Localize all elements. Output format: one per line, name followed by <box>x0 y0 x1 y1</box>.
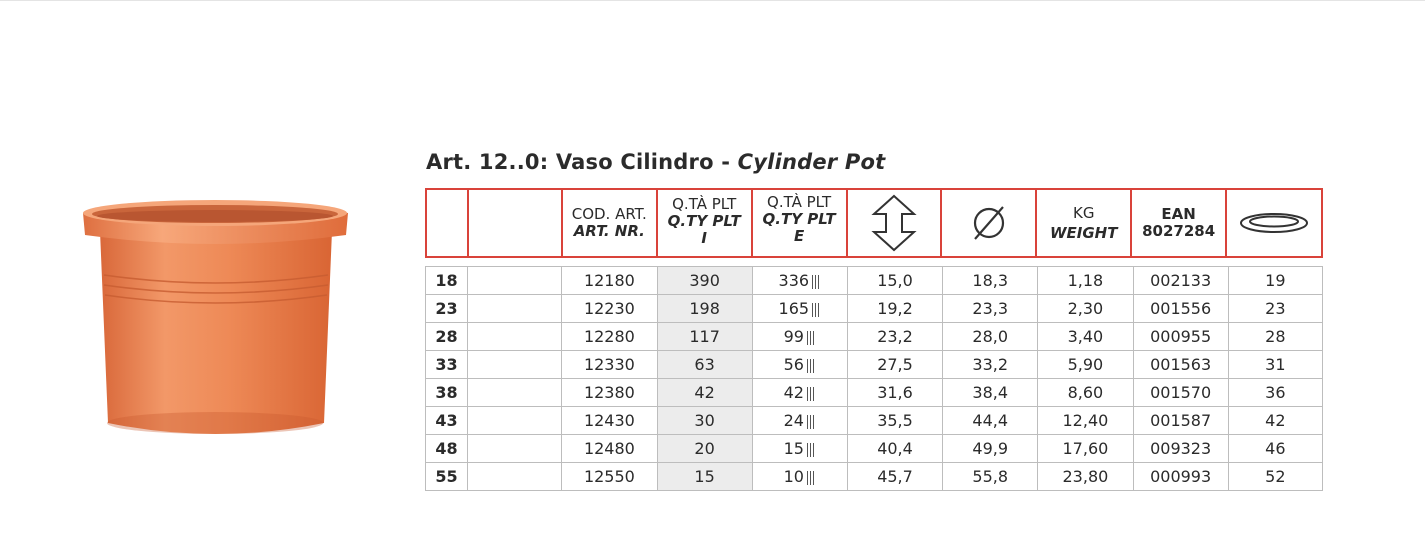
weight-cell: 12,40 <box>1038 407 1133 435</box>
header-qi-line3: I <box>701 229 707 247</box>
qty-e-value: 56 <box>783 355 804 374</box>
qty-e-cell <box>752 323 847 351</box>
qty-i-cell: 198 <box>657 295 752 323</box>
cylinder-pot-image <box>78 195 353 445</box>
table-row <box>426 407 1323 435</box>
header-kg-line2: WEIGHT <box>1050 223 1118 242</box>
saucer-cell: 42 <box>1228 407 1322 435</box>
header-ean <box>1132 190 1227 256</box>
qty-i-cell: 30 <box>657 407 752 435</box>
height-cell: 45,7 <box>847 463 942 491</box>
header-ean-line2: 8027284 <box>1142 222 1216 240</box>
table-row <box>426 351 1323 379</box>
diameter-cell: 33,2 <box>943 351 1038 379</box>
header-size-cell <box>427 190 469 256</box>
blank-cell <box>468 463 562 491</box>
qty-e-cell <box>752 351 847 379</box>
header-blank-cell <box>469 190 563 256</box>
top-rule <box>0 0 1425 1</box>
ean-cell: 001587 <box>1133 407 1228 435</box>
pallet-bars-icon <box>807 443 816 457</box>
ean-cell: 000993 <box>1133 463 1228 491</box>
weight-cell: 8,60 <box>1038 379 1133 407</box>
qty-e-cell <box>752 295 847 323</box>
pallet-bars-icon <box>812 275 821 289</box>
table-row <box>426 267 1323 295</box>
saucer-cell: 23 <box>1228 295 1322 323</box>
cod-art-cell: 12550 <box>562 463 657 491</box>
qty-e-cell <box>752 463 847 491</box>
header-qty-e <box>753 190 848 256</box>
qty-i-cell: 63 <box>657 351 752 379</box>
ean-cell: 001556 <box>1133 295 1228 323</box>
cod-art-cell: 12230 <box>562 295 657 323</box>
table-row <box>426 379 1323 407</box>
weight-cell: 1,18 <box>1038 267 1133 295</box>
height-cell: 19,2 <box>847 295 942 323</box>
header-cod-art <box>563 190 658 256</box>
cod-art-cell: 12480 <box>562 435 657 463</box>
ean-cell: 009323 <box>1133 435 1228 463</box>
table-row <box>426 323 1323 351</box>
header-qty-i <box>658 190 753 256</box>
pallet-bars-icon <box>807 415 816 429</box>
header-ean-line1: EAN <box>1161 205 1196 223</box>
diameter-cell: 18,3 <box>943 267 1038 295</box>
blank-cell <box>468 407 562 435</box>
size-cell: 28 <box>426 323 468 351</box>
header-diameter <box>942 190 1037 256</box>
table-row <box>426 463 1323 491</box>
height-cell: 23,2 <box>847 323 942 351</box>
header-cod-line1: COD. ART. <box>571 205 647 223</box>
height-cell: 40,4 <box>847 435 942 463</box>
header-height <box>848 190 943 256</box>
pallet-bars-icon <box>807 387 816 401</box>
size-cell: 18 <box>426 267 468 295</box>
qty-e-value: 165 <box>778 299 810 318</box>
pallet-bars-icon <box>812 303 821 317</box>
size-cell: 55 <box>426 463 468 491</box>
saucer-cell: 36 <box>1228 379 1322 407</box>
qty-e-value: 99 <box>783 327 804 346</box>
qty-i-cell: 117 <box>657 323 752 351</box>
header-kg-line1: KG <box>1073 203 1095 222</box>
weight-cell: 23,80 <box>1038 463 1133 491</box>
height-cell: 27,5 <box>847 351 942 379</box>
ean-cell: 000955 <box>1133 323 1228 351</box>
qty-i-cell: 15 <box>657 463 752 491</box>
saucer-cell: 46 <box>1228 435 1322 463</box>
blank-cell <box>468 295 562 323</box>
header-cod-line2: ART. NR. <box>573 222 645 240</box>
blank-cell <box>468 351 562 379</box>
header-qi-line2: Q.TY PLT <box>667 212 741 230</box>
page-title <box>426 150 885 174</box>
diameter-cell: 44,4 <box>943 407 1038 435</box>
cod-art-cell: 12330 <box>562 351 657 379</box>
header-qe-line1: Q.TÀ PLT <box>767 193 832 211</box>
qty-e-cell <box>752 435 847 463</box>
blank-cell <box>468 435 562 463</box>
weight-cell: 5,90 <box>1038 351 1133 379</box>
title-main: Art. 12..0: Vaso Cilindro - <box>426 150 738 174</box>
qty-e-value: 336 <box>778 271 810 290</box>
pallet-bars-icon <box>807 331 816 345</box>
saucer-icon <box>1239 211 1309 235</box>
qty-e-value: 10 <box>783 467 804 486</box>
table-row <box>426 435 1323 463</box>
blank-cell <box>468 323 562 351</box>
pallet-bars-icon <box>807 359 816 373</box>
size-cell: 48 <box>426 435 468 463</box>
cod-art-cell: 12380 <box>562 379 657 407</box>
diameter-cell: 23,3 <box>943 295 1038 323</box>
ean-cell: 001570 <box>1133 379 1228 407</box>
size-cell: 23 <box>426 295 468 323</box>
qty-e-cell <box>752 379 847 407</box>
size-cell: 38 <box>426 379 468 407</box>
weight-cell: 2,30 <box>1038 295 1133 323</box>
cod-art-cell: 12180 <box>562 267 657 295</box>
ean-cell: 001563 <box>1133 351 1228 379</box>
saucer-cell: 19 <box>1228 267 1322 295</box>
header-qe-line3: E <box>793 227 805 245</box>
diameter-cell: 49,9 <box>943 435 1038 463</box>
saucer-cell: 31 <box>1228 351 1322 379</box>
diameter-cell: 38,4 <box>943 379 1038 407</box>
size-cell: 33 <box>426 351 468 379</box>
blank-cell <box>468 379 562 407</box>
size-cell: 43 <box>426 407 468 435</box>
pallet-bars-icon <box>807 471 816 485</box>
weight-cell: 3,40 <box>1038 323 1133 351</box>
diameter-cell: 55,8 <box>943 463 1038 491</box>
blank-cell <box>468 267 562 295</box>
qty-i-cell: 20 <box>657 435 752 463</box>
weight-cell: 17,60 <box>1038 435 1133 463</box>
qty-e-cell <box>752 407 847 435</box>
ean-cell: 002133 <box>1133 267 1228 295</box>
header-qe-line2: Q.TY PLT <box>762 210 836 228</box>
qty-i-cell: 390 <box>657 267 752 295</box>
height-cell: 35,5 <box>847 407 942 435</box>
qty-e-value: 15 <box>783 439 804 458</box>
diameter-icon <box>969 203 1009 243</box>
height-cell: 31,6 <box>847 379 942 407</box>
product-table <box>425 266 1323 491</box>
title-italic: Cylinder Pot <box>737 150 886 174</box>
header-saucer <box>1227 190 1321 256</box>
header-weight <box>1037 190 1132 256</box>
qty-e-value: 24 <box>783 411 804 430</box>
cod-art-cell: 12430 <box>562 407 657 435</box>
table-row <box>426 295 1323 323</box>
saucer-cell: 52 <box>1228 463 1322 491</box>
vertical-double-arrow-icon <box>870 194 918 252</box>
qty-i-cell: 42 <box>657 379 752 407</box>
height-cell: 15,0 <box>847 267 942 295</box>
cod-art-cell: 12280 <box>562 323 657 351</box>
qty-e-cell <box>752 267 847 295</box>
saucer-cell: 28 <box>1228 323 1322 351</box>
diameter-cell: 28,0 <box>943 323 1038 351</box>
header-qi-line1: Q.TÀ PLT <box>672 195 737 213</box>
table-header <box>425 188 1323 258</box>
qty-e-value: 42 <box>783 383 804 402</box>
